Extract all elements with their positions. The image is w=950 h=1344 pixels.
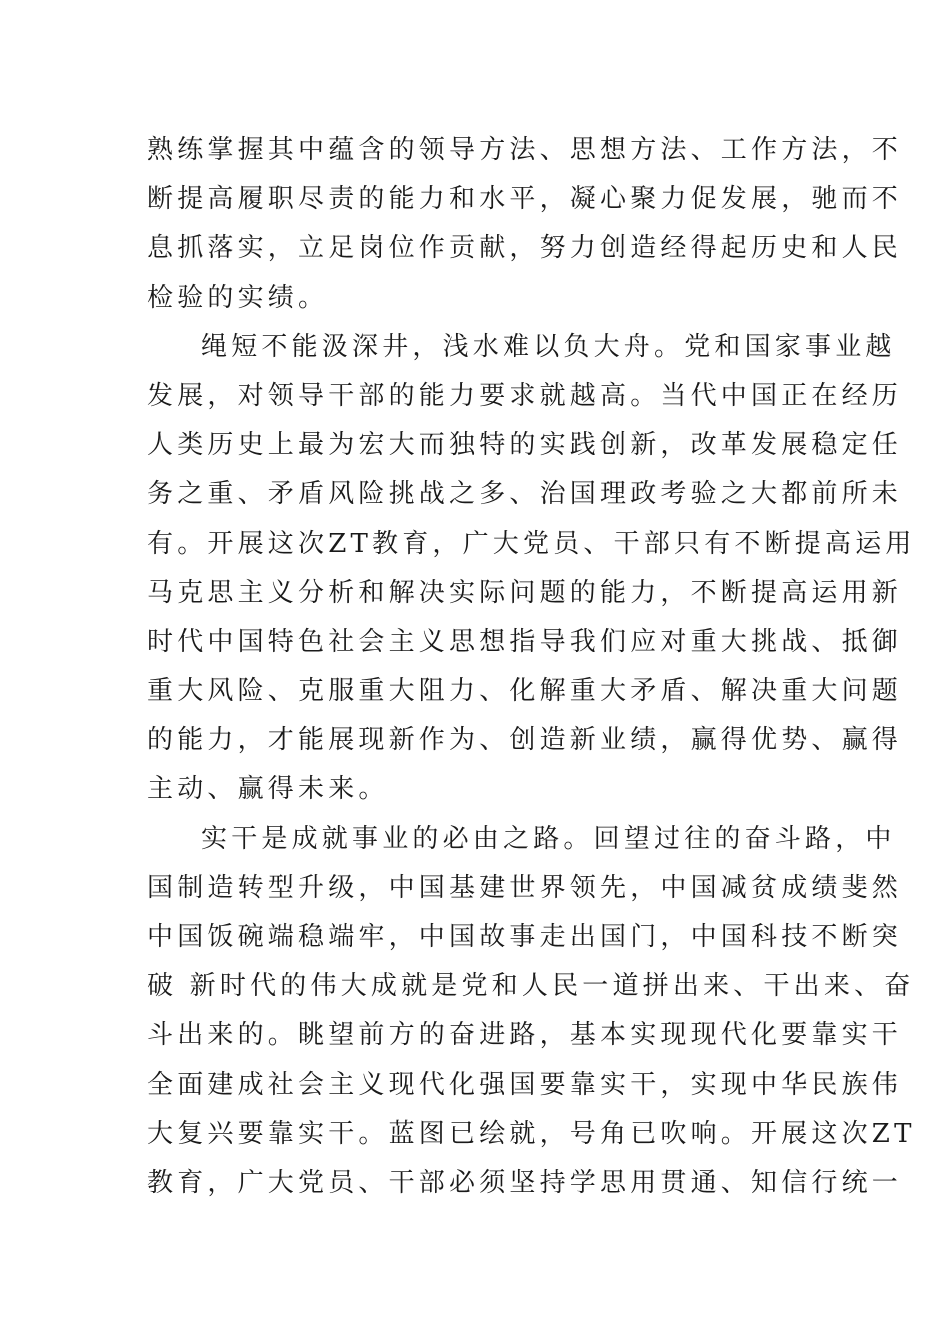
text-line: 实干是成就事业的必由之路。回望过往的奋斗路，中	[201, 823, 896, 854]
text-line: 熟练掌握其中蕴含的领导方法、思想方法、工作方法，不	[147, 135, 903, 165]
text-line: 时代中国特色社会主义思想指导我们应对重大挑战、抵御	[147, 626, 903, 657]
paragraph	[147, 323, 916, 815]
text-line: 发展，对领导干部的能力要求就越高。当代中国正在经历	[147, 380, 903, 411]
text-line: 有。开展这次ZT教育，广大党员、干部只有不断提高运用	[147, 528, 916, 559]
text-line: 国制造转型升级，中国基建世界领先，中国减贫成绩斐然	[147, 872, 903, 903]
text-line: 检验的实绩。	[147, 282, 329, 313]
text-line: 的能力，才能展现新作为、创造新业绩，赢得优势、赢得	[147, 725, 903, 756]
text-line: 中国饭碗端稳端牢，中国故事走出国门，中国科技不断突	[147, 922, 903, 952]
text-line: 绳短不能汲深井，浅水难以负大舟。党和国家事业越	[201, 331, 896, 362]
text-line: 教育，广大党员、干部必须坚持学思用贯通、知信行统一	[147, 1167, 903, 1198]
text-line: 全面建成社会主义现代化强国要靠实干，实现中华民族伟	[147, 1069, 903, 1100]
paragraph	[147, 126, 903, 323]
text-line: 息抓落实，立足岗位作贡献，努力创造经得起历史和人民	[147, 233, 903, 264]
text-line: 大复兴要靠实干。蓝图已绘就，号角已吹响。开展这次ZT	[147, 1118, 916, 1149]
document-body	[147, 126, 916, 1208]
text-line: 重大风险、克服重大阻力、化解重大矛盾、解决重大问题	[147, 676, 903, 707]
text-line: 断提高履职尽责的能力和水平，凝心聚力促发展，驰而不	[147, 184, 903, 215]
text-line: 斗出来的。眺望前方的奋进路，基本实现现代化要靠实干	[147, 1020, 903, 1051]
paragraph	[147, 815, 916, 1209]
text-line: 主动、赢得未来。	[147, 774, 389, 805]
text-line: 务之重、矛盾风险挑战之多、治国理政考验之大都前所未	[147, 479, 903, 510]
text-line: 破 新时代的伟大成就是党和人民一道拼出来、干出来、奋	[147, 971, 915, 1002]
text-line: 马克思主义分析和解决实际问题的能力，不断提高运用新	[147, 577, 903, 608]
text-line: 人类历史上最为宏大而独特的实践创新，改革发展稳定任	[147, 430, 903, 461]
